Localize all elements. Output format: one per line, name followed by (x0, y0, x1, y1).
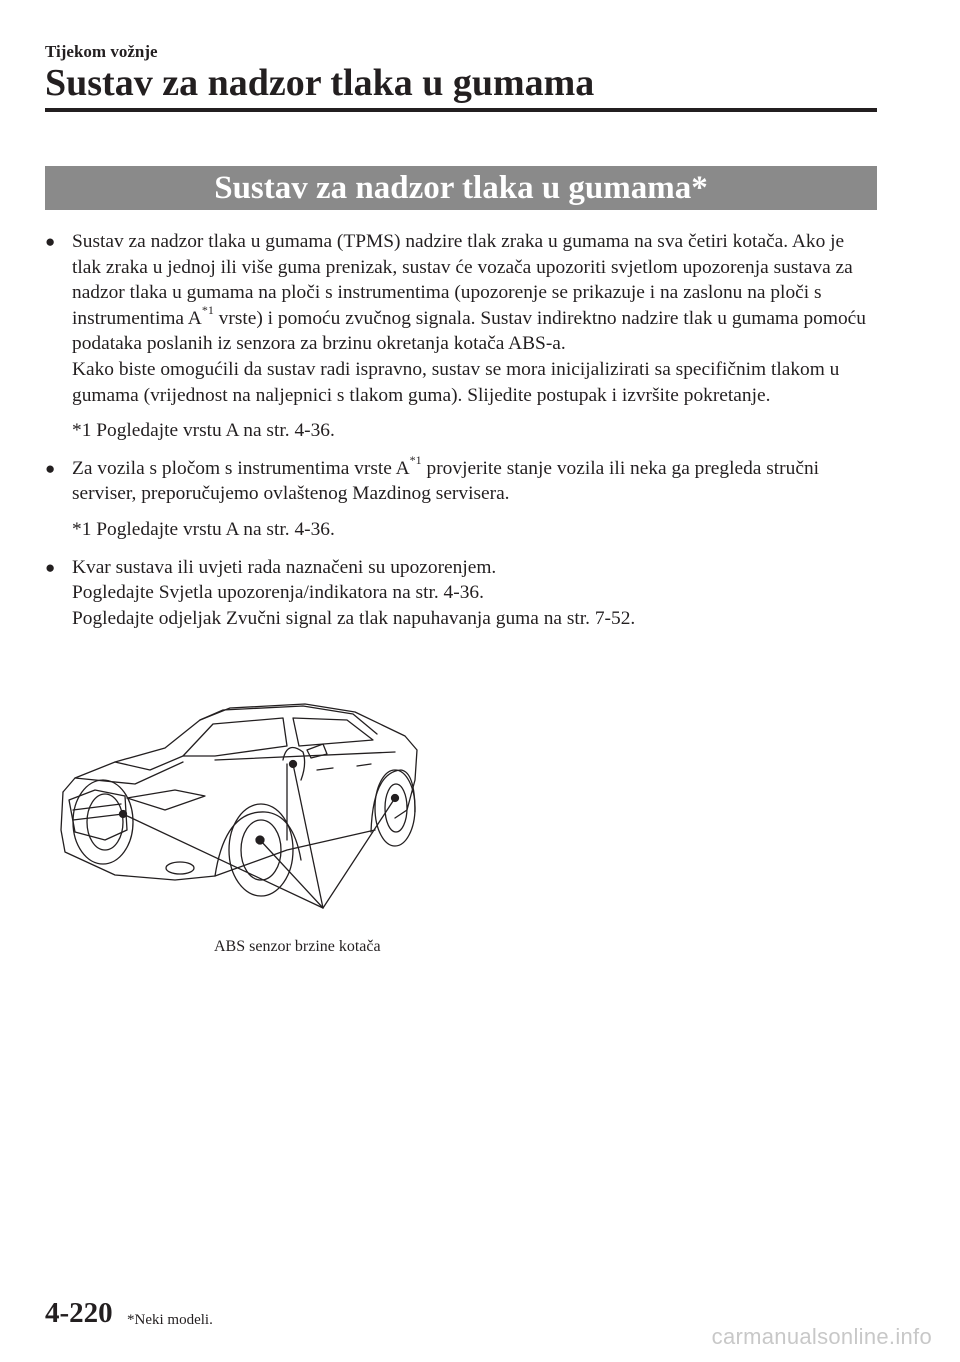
bullet-icon: ● (45, 458, 56, 478)
page-number: 4-220 (45, 1297, 113, 1329)
cross-reference-link[interactable]: Pogledajte Svjetla upozorenja/indikatora na str. 4-36. (72, 582, 484, 604)
bullet-paragraph: Za vozila s pločom s instrumentima vrste $A^{*1}$ provjerite stanje vozila ili neka ga pregleda stručni serviser, preporučujemo ovlaštenog Mazdinog servisera. (72, 453, 820, 505)
car-abs-sensor-illustration (55, 700, 425, 925)
page-title: Sustav za nadzor tlaka u gumama (45, 62, 595, 104)
title-divider (45, 108, 877, 112)
bullet-icon: ● (45, 557, 56, 577)
reference-note: *1 Pogledajte vrstu A na str. 4-36. (72, 420, 335, 442)
chapter-label: Tijekom vožnje (45, 42, 158, 61)
bullet-item (45, 229, 875, 408)
bullet-icon: ● (45, 232, 56, 251)
watermark: carmanualsonline.info (711, 1324, 932, 1349)
figure-caption: ABS senzor brzine kotača (214, 938, 381, 955)
bullet-item (45, 453, 875, 507)
footnote-ref: *1 (409, 453, 422, 468)
section-title-banner: Sustav za nadzor tlaka u gumama* (45, 166, 877, 210)
footnote: *Neki modeli. (127, 1312, 213, 1328)
footnote-ref: *1 (201, 303, 214, 318)
car-illustration (55, 700, 425, 925)
cross-reference-link[interactable]: Pogledajte odjeljak Zvučni signal za tlak napuhavanja guma na str. 7-52. (72, 607, 636, 629)
reference-note: *1 Pogledajte vrstu A na str. 4-36. (72, 518, 335, 540)
bullet-paragraph: Kako biste omogućili da sustav radi ispravno, sustav se mora inicijalizirati sa specifičnim tlakom u gumama (vrijednost na naljepnici s tlakom guma). Slijedite postupak i izvršite pokretanje. (72, 358, 840, 406)
bullet-item (45, 555, 875, 632)
bullet-line: Kvar sustava ili uvjeti rada naznačeni su upozorenjem. (72, 556, 497, 578)
bullet-paragraph: Sustav za nadzor tlaka u gumama (TPMS) nadzire tlak zraka u gumama na sva četiri kotača. Ako je tlak zraka u jednoj ili više guma prenizak, sustav će vozača upozoriti svjetlom upozorenja sustava za nadzor tlaka u gumama na ploči s instrumentima (upozorenje se prikazuje i na zaslonu na ploči s instrumentima $A^{*1}$ vrste) i pomoću zvučnog signala. Sustav indirektno nadzire tlak u gumama pomoću podataka poslanih iz senzora za brzinu okretanja kotača ABS-a. (72, 231, 866, 355)
content-body (45, 229, 875, 631)
